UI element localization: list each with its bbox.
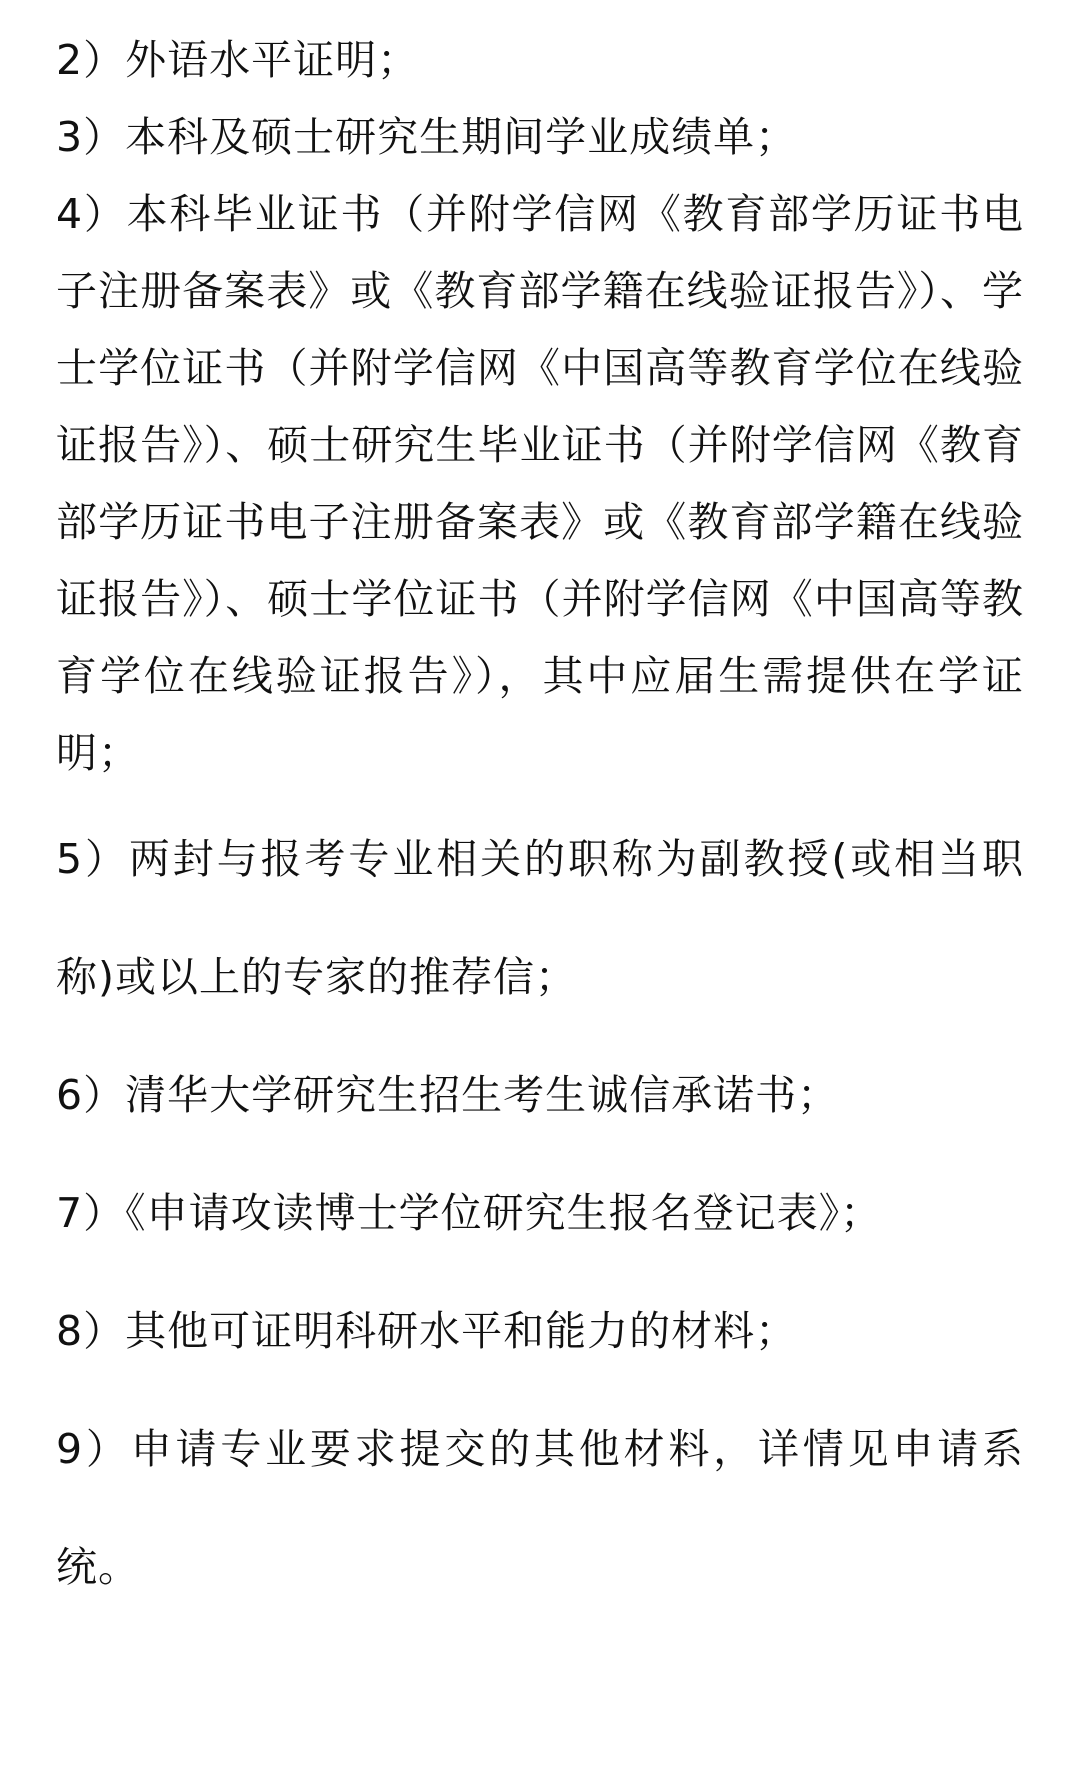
list-item — [56, 176, 1024, 792]
list-item — [56, 800, 1024, 1036]
list-item — [56, 1272, 1024, 1390]
item-text: 本科及硕士研究生期间学业成绩单； — [125, 113, 798, 161]
list-item — [56, 22, 1024, 99]
document-body — [56, 22, 1024, 1626]
item-number: 7） — [56, 1189, 126, 1237]
item-text: 两封与报考专业相关的职称为副教授(或相当职称)或以上的专家的推荐信； — [56, 835, 1024, 1001]
item-number: 6） — [56, 1071, 126, 1119]
list-item — [56, 1036, 1024, 1154]
item-text: 本科毕业证书（并附学信网《教育部学历证书电子注册备案表》或《教育部学籍在线验证报告》）、学士学位证书（并附学信网《中国高等教育学位在线验证报告》）、硕士研究生毕业证书（并附学信网《教育部学历证书电子注册备案表》或《教育部学籍在线验证报告》）、硕士学位证书（并附学信网《中国高等教育学位在线验证报告》），其中应届生需提供在学证明； — [56, 190, 1024, 777]
item-text: 清华大学研究生招生考生诚信承诺书； — [125, 1071, 840, 1119]
item-text: 外语水平证明； — [125, 36, 420, 84]
item-number: 4） — [56, 190, 127, 238]
item-number: 8） — [56, 1307, 126, 1355]
item-number: 5） — [56, 835, 129, 883]
item-text: 其他可证明科研水平和能力的材料； — [125, 1307, 798, 1355]
list-item — [56, 99, 1024, 176]
list-item — [56, 1390, 1024, 1626]
item-text: 《申请攻读博士学位研究生报名登记表》； — [125, 1189, 883, 1237]
item-number: 3） — [56, 113, 126, 161]
list-item — [56, 1154, 1024, 1272]
item-number: 2） — [56, 36, 126, 84]
item-number: 9） — [56, 1425, 131, 1473]
item-text: 申请专业要求提交的其他材料，详情见申请系统。 — [56, 1425, 1024, 1591]
